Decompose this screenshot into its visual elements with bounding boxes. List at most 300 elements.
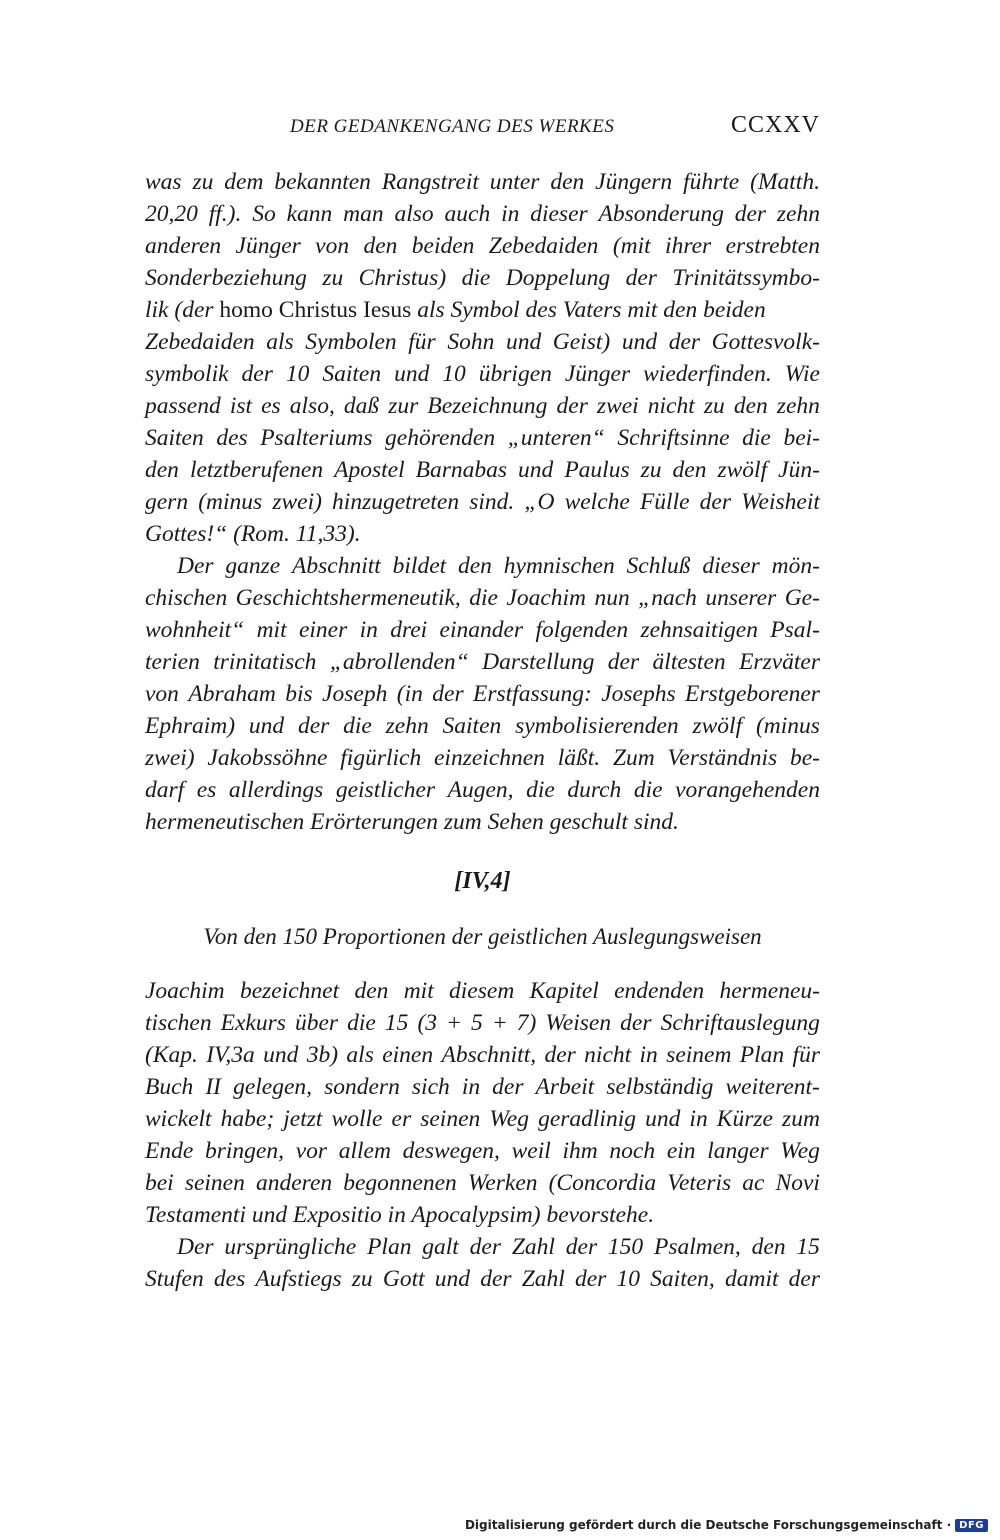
- word: Ende: [145, 1138, 194, 1164]
- word: endenden: [614, 978, 705, 1004]
- word: 10: [616, 1266, 640, 1292]
- word: Christus): [358, 265, 447, 291]
- word: symbolik: [145, 361, 229, 387]
- running-head: [290, 112, 820, 142]
- word: von: [145, 681, 179, 707]
- word: des: [213, 1266, 246, 1292]
- word: Joachim: [145, 978, 225, 1004]
- word: Symbolen: [305, 329, 397, 355]
- word: Erzväter: [739, 649, 820, 675]
- word: zwei: [596, 393, 639, 419]
- text-line: [145, 1039, 820, 1071]
- text-line: [145, 710, 820, 742]
- word: hymnischen: [503, 553, 615, 579]
- word: zwei): [272, 489, 322, 515]
- word: Jakobssöhne: [207, 745, 328, 771]
- word: Barnabas: [415, 457, 508, 483]
- word: die: [347, 1010, 376, 1036]
- word: galt: [422, 1234, 459, 1260]
- word: Abraham: [188, 681, 276, 707]
- word: Weg: [489, 1106, 529, 1132]
- word: der: [480, 1266, 512, 1292]
- word: Kürze: [716, 1106, 773, 1132]
- word: als: [266, 329, 294, 355]
- word: er: [391, 1106, 412, 1132]
- word: dieser: [702, 553, 760, 579]
- word: und: [248, 713, 285, 739]
- text-line: [145, 294, 820, 326]
- word: trinitatisch: [213, 649, 317, 675]
- text-line: Gottes!“ (Rom. 11,33).: [145, 521, 361, 547]
- word: zwölf: [717, 457, 768, 483]
- word: in: [461, 1074, 481, 1100]
- word: ff.).: [208, 201, 242, 227]
- text-line: [145, 582, 820, 614]
- word: Sonderbeziehung: [145, 265, 307, 291]
- word: Verständnis: [667, 745, 778, 771]
- word: II: [205, 1074, 222, 1100]
- word: läßt.: [557, 745, 601, 771]
- text-line: [145, 454, 820, 486]
- word: Erstgeborener: [685, 681, 820, 707]
- word: in: [639, 1042, 658, 1068]
- word: der: [432, 681, 464, 707]
- paragraph-1: [145, 166, 820, 550]
- word: sondern: [324, 1074, 400, 1100]
- word: der: [565, 1234, 598, 1260]
- word: Doppelung: [505, 265, 611, 291]
- word: in: [689, 1106, 708, 1132]
- word: zu: [322, 265, 344, 291]
- word: hinzugetreten: [332, 489, 460, 515]
- word: zehn: [776, 201, 820, 227]
- word: mön-: [771, 553, 820, 579]
- word: hermeneu-: [719, 978, 820, 1004]
- word: bis: [285, 681, 313, 707]
- word: +: [446, 1010, 462, 1036]
- word: in: [359, 617, 378, 643]
- word: (Matth.: [750, 169, 820, 195]
- word: Abschnitt,: [441, 1042, 537, 1068]
- word: der: [620, 1010, 652, 1036]
- word: Arbeit: [535, 1074, 595, 1100]
- footer-text: Digitalisierung gefördert durch die Deutsche Forschungsgemeinschaft ·: [464, 1518, 952, 1532]
- word: die: [343, 713, 372, 739]
- word: sich: [411, 1074, 450, 1100]
- word: und: [645, 1106, 681, 1132]
- word: chischen: [145, 585, 228, 611]
- text-line: [145, 1231, 820, 1263]
- word: Darstellung: [482, 649, 595, 675]
- paragraph-2: [145, 550, 820, 838]
- word: selbständig: [606, 1074, 714, 1100]
- word: Saiten: [145, 425, 204, 451]
- word: passend: [145, 393, 221, 419]
- word: wohnheit“: [145, 617, 245, 643]
- word: den: [550, 169, 585, 195]
- word: von: [315, 233, 350, 259]
- word: auch: [444, 201, 491, 227]
- word: habe;: [220, 1106, 275, 1132]
- word: gern: [145, 489, 189, 515]
- text-line: [145, 358, 820, 390]
- text-line: [145, 326, 820, 358]
- word: (minus: [755, 713, 820, 739]
- word: Jün-: [778, 457, 820, 483]
- word: (Kap.: [145, 1042, 198, 1068]
- word: nicht: [647, 393, 695, 419]
- text-line: [145, 1071, 820, 1103]
- word: der: [469, 1234, 501, 1260]
- word: „nach: [638, 585, 697, 611]
- word: 150: [607, 1234, 644, 1260]
- word: geradlinig: [538, 1106, 636, 1132]
- word: Gott: [382, 1266, 425, 1292]
- word: Sohn: [447, 329, 495, 355]
- word: bei-: [783, 425, 820, 451]
- word: Wie: [784, 361, 820, 387]
- text-line: [145, 614, 820, 646]
- word: letztberufenen: [189, 457, 324, 483]
- word: den: [145, 457, 179, 483]
- word: als: [346, 1042, 374, 1068]
- text-line: [145, 390, 820, 422]
- word: die: [469, 585, 498, 611]
- word: Geist): [552, 329, 611, 355]
- word: erstrebten: [725, 233, 820, 259]
- word: ein: [666, 1138, 696, 1164]
- word: der: [297, 713, 330, 739]
- word: die: [633, 777, 663, 803]
- word: allerdings: [228, 777, 324, 803]
- word: Zahl: [521, 1266, 565, 1292]
- word: wiederfinden.: [643, 361, 772, 387]
- word: Jünger: [564, 361, 631, 387]
- word: der: [492, 1074, 524, 1100]
- word: Ge-: [784, 585, 820, 611]
- word: Saiten,: [650, 1266, 715, 1292]
- word: Paulus: [564, 457, 630, 483]
- word: allem: [338, 1138, 391, 1164]
- word: anderen: [145, 233, 222, 259]
- text-span: als Symbol des Vaters mit den beiden: [411, 297, 766, 323]
- word: welche: [564, 489, 630, 515]
- paragraph-3: [145, 975, 820, 1231]
- word: tischen: [145, 1010, 212, 1036]
- word: Weisen: [545, 1010, 612, 1036]
- word: der: [556, 393, 588, 419]
- word: Stufen: [145, 1266, 204, 1292]
- word: über: [294, 1010, 339, 1036]
- word: und: [434, 1266, 471, 1292]
- word: die: [742, 425, 771, 451]
- word: Gottesvolk-: [711, 329, 820, 355]
- word: +: [491, 1010, 508, 1036]
- word: Der: [177, 1234, 214, 1260]
- text-line: [145, 550, 820, 582]
- word: weil: [511, 1138, 551, 1164]
- text-line: [145, 1263, 820, 1295]
- section-heading: [IV,4]: [454, 868, 511, 894]
- word: Plan: [739, 1042, 785, 1068]
- word: (3: [417, 1010, 438, 1036]
- word: Der: [177, 553, 214, 579]
- word: zehn: [385, 713, 429, 739]
- word: So: [252, 201, 276, 227]
- word: noch: [609, 1138, 656, 1164]
- page-number: CCXXV: [730, 112, 820, 138]
- word: den: [751, 1234, 786, 1260]
- word: der: [668, 329, 701, 355]
- word: Abschnitt: [292, 553, 381, 579]
- word: gelegen,: [233, 1074, 313, 1100]
- word: Trinitätssymbo-: [672, 265, 820, 291]
- funding-footer: [465, 1514, 988, 1536]
- word: Weisheit: [741, 489, 820, 515]
- word: anderen: [255, 1170, 333, 1196]
- word: den: [672, 457, 707, 483]
- word: es: [261, 393, 281, 419]
- word: und: [621, 329, 658, 355]
- word: zehnsaitigen: [640, 617, 758, 643]
- word: Zum: [612, 745, 655, 771]
- word: begonnenen: [343, 1170, 457, 1196]
- word: der: [575, 1266, 607, 1292]
- word: ganze: [225, 553, 281, 579]
- text-line: Testamenti und Expositio in Apocalypsim) bevorstehe.: [145, 1202, 655, 1228]
- word: Aufstiegs: [255, 1266, 342, 1292]
- word: durch: [567, 777, 622, 803]
- upright-phrase: homo Christus Iesus: [219, 297, 412, 323]
- word: Exkurs: [220, 1010, 286, 1036]
- word: Rangstreit: [381, 169, 479, 195]
- word: „abrollenden“: [329, 649, 469, 675]
- word: Psalteriums: [260, 425, 373, 451]
- word: der: [625, 265, 657, 291]
- text-line: [145, 975, 820, 1007]
- word: gehörenden: [385, 425, 496, 451]
- word: Joseph: [322, 681, 388, 707]
- word: Zebedaiden: [488, 233, 599, 259]
- word: Absonderung: [598, 201, 724, 227]
- word: Saiten: [322, 361, 382, 387]
- word: Jüngern: [595, 169, 673, 195]
- word: seinen: [420, 1106, 481, 1132]
- word: 7): [516, 1010, 537, 1036]
- word: weiterent-: [725, 1074, 820, 1100]
- word: wickelt: [145, 1106, 212, 1132]
- word: Zebedaiden: [145, 329, 255, 355]
- word: Buch: [145, 1074, 194, 1100]
- text-line: [145, 1103, 820, 1135]
- word: ihrer: [665, 233, 712, 259]
- word: Saiten: [442, 713, 502, 739]
- word: den: [363, 233, 398, 259]
- text-line: [145, 742, 820, 774]
- word: für: [408, 329, 436, 355]
- word: „O: [524, 489, 555, 515]
- word: also,: [289, 393, 335, 419]
- word: also: [394, 201, 434, 227]
- word: nicht: [584, 1042, 632, 1068]
- word: Joachim: [506, 585, 587, 611]
- word: symbolisierenden: [515, 713, 679, 739]
- word: die: [526, 777, 555, 803]
- word: (minus: [198, 489, 263, 515]
- word: zu: [703, 393, 725, 419]
- text-line: [145, 774, 820, 806]
- word: diesem: [449, 978, 515, 1004]
- word: 5: [471, 1010, 483, 1036]
- word: mit: [403, 978, 434, 1004]
- word: terien: [145, 649, 200, 675]
- word: zu: [640, 457, 662, 483]
- dfg-logo: DFG: [955, 1519, 988, 1532]
- text-line: [145, 1135, 820, 1167]
- word: ihm: [562, 1138, 598, 1164]
- word: darf: [145, 777, 185, 803]
- word: 10: [285, 361, 310, 387]
- word: ursprüngliche: [224, 1234, 357, 1260]
- running-head-title: DER GEDANKENGANG DES WERKES: [290, 116, 615, 137]
- word: jetzt: [283, 1106, 323, 1132]
- word: und: [505, 329, 542, 355]
- word: der: [607, 649, 640, 675]
- word: Plan: [367, 1234, 412, 1260]
- text-line: [145, 262, 820, 294]
- word: für: [792, 1042, 820, 1068]
- word: und: [394, 361, 430, 387]
- word: Novi: [775, 1170, 820, 1196]
- word: seinem: [666, 1042, 732, 1068]
- word: zu: [192, 169, 214, 195]
- paragraph-4: [145, 1231, 820, 1295]
- word: 3b): [306, 1042, 339, 1068]
- word: was: [145, 169, 182, 195]
- word: es: [196, 777, 217, 803]
- text-line: [145, 486, 820, 518]
- text-line: hermeneutischen Erörterungen zum Sehen geschult sind.: [145, 809, 679, 835]
- word: Psalmen,: [654, 1234, 741, 1260]
- word: kann: [286, 201, 333, 227]
- word: und: [518, 457, 554, 483]
- word: Jünger: [235, 233, 301, 259]
- word: in: [501, 201, 520, 227]
- word: den: [458, 553, 492, 579]
- text-line: [145, 1167, 820, 1199]
- word: übrigen: [478, 361, 552, 387]
- word: be-: [789, 745, 820, 771]
- word: ältesten: [652, 649, 726, 675]
- word: mit: [256, 617, 287, 643]
- word: Fülle: [639, 489, 690, 515]
- word: bei: [145, 1170, 174, 1196]
- word: unserer: [705, 585, 777, 611]
- text-line: [145, 166, 820, 198]
- word: man: [343, 201, 384, 227]
- word: einander: [439, 617, 524, 643]
- word: Veteris: [667, 1170, 732, 1196]
- text-line: [145, 198, 820, 230]
- word: beiden: [411, 233, 475, 259]
- word: ac: [742, 1170, 765, 1196]
- text-line: [145, 678, 820, 710]
- word: zehn: [776, 393, 820, 419]
- word: den: [733, 393, 768, 419]
- word: bildet: [392, 553, 447, 579]
- word: der: [699, 489, 731, 515]
- word: zwölf: [692, 713, 743, 739]
- word: die: [461, 265, 491, 291]
- word: Schriftauslegung: [660, 1010, 820, 1036]
- word: Schluß: [626, 553, 691, 579]
- word: einen: [382, 1042, 434, 1068]
- word: Werken: [467, 1170, 538, 1196]
- word: folgenden: [535, 617, 629, 643]
- word: der: [788, 1266, 820, 1292]
- text-line: [145, 230, 820, 262]
- word: dieser: [530, 201, 588, 227]
- word: geistlicher: [335, 777, 436, 803]
- text-line: [145, 422, 820, 454]
- word: Zahl: [511, 1234, 555, 1260]
- word: 10: [442, 361, 466, 387]
- word: 15: [796, 1234, 820, 1260]
- word: einer: [298, 617, 348, 643]
- word: bringen,: [205, 1138, 284, 1164]
- word: dem: [224, 169, 264, 195]
- word: den: [354, 978, 389, 1004]
- word: Josephs: [601, 681, 676, 707]
- word: deswegen,: [402, 1138, 500, 1164]
- word: Weg: [780, 1138, 820, 1164]
- word: vor: [295, 1138, 328, 1164]
- word: Apostel: [334, 457, 405, 483]
- word: (in: [396, 681, 423, 707]
- word: figürlich: [340, 745, 422, 771]
- word: Bezeichnung: [427, 393, 548, 419]
- word: nun: [594, 585, 630, 611]
- word: zum: [782, 1106, 820, 1132]
- word: Ephraim): [145, 713, 236, 739]
- word: vorangehenden: [675, 777, 820, 803]
- word: des: [216, 425, 248, 451]
- word: führte: [683, 169, 740, 195]
- word: „unteren“: [507, 425, 605, 451]
- word: Geschichtshermeneutik,: [235, 585, 461, 611]
- word: (mit: [612, 233, 651, 259]
- word: seinen: [184, 1170, 245, 1196]
- word: der: [241, 361, 273, 387]
- word: 20,20: [145, 201, 198, 227]
- word: drei: [390, 617, 428, 643]
- section-subheading: Von den 150 Proportionen der geistlichen Auslegungsweisen: [203, 924, 762, 949]
- word: 15: [384, 1010, 409, 1036]
- word: einzeichnen: [434, 745, 545, 771]
- word: Erstfassung:: [473, 681, 592, 707]
- word: zur: [388, 393, 419, 419]
- word: sind.: [469, 489, 515, 515]
- word: der: [734, 201, 767, 227]
- word: IV,3a: [206, 1042, 255, 1068]
- word: damit: [724, 1266, 779, 1292]
- text-line: [145, 646, 820, 678]
- word: unter: [489, 169, 540, 195]
- word: wolle: [331, 1106, 383, 1132]
- word: Augen,: [447, 777, 514, 803]
- word: langer: [707, 1138, 769, 1164]
- word: daß: [343, 393, 380, 419]
